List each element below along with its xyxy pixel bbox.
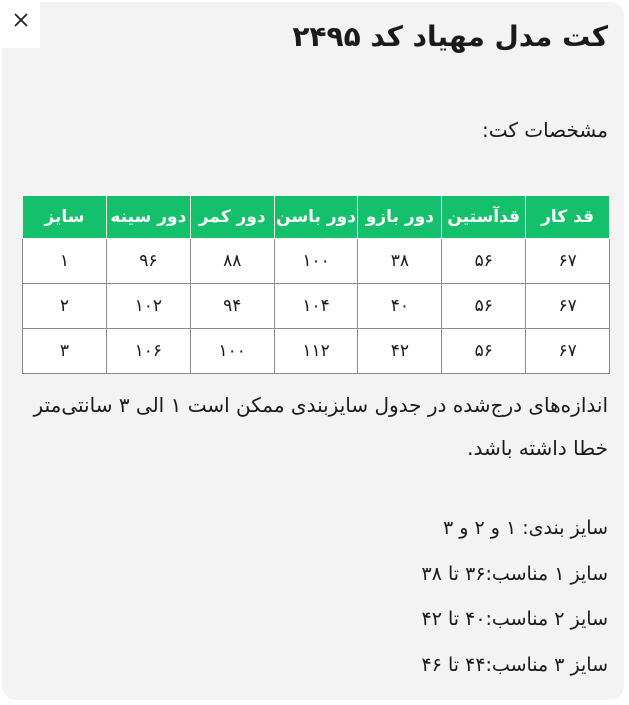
table-cell: ۴۲ xyxy=(358,329,442,374)
size-table xyxy=(22,195,610,374)
table-cell: ۹۴ xyxy=(190,284,274,329)
column-header-waist: دور کمر xyxy=(190,196,274,239)
table-cell: ۵۶ xyxy=(442,284,526,329)
table-cell: ۱۰۲ xyxy=(106,284,190,329)
table-cell: ۱۰۴ xyxy=(274,284,358,329)
table-cell: ۱۰۰ xyxy=(190,329,274,374)
table-cell: ۳ xyxy=(23,329,107,374)
table-cell: ۸۸ xyxy=(190,239,274,284)
table-cell: ۶۷ xyxy=(526,284,610,329)
product-title: کت مدل مهیاد کد ۲۴۹۵ xyxy=(292,20,608,53)
table-row xyxy=(23,329,610,374)
close-icon xyxy=(13,12,29,28)
size-specs-list xyxy=(422,506,608,688)
table-cell: ۵۶ xyxy=(442,239,526,284)
table-cell: ۳۸ xyxy=(358,239,442,284)
product-details-dialog xyxy=(2,2,624,700)
table-cell: ۵۶ xyxy=(442,329,526,374)
table-cell: ۱ xyxy=(23,239,107,284)
column-header-hip: دور باسن xyxy=(274,196,358,239)
table-cell: ۹۶ xyxy=(106,239,190,284)
table-row xyxy=(23,239,610,284)
table-cell: ۱۱۲ xyxy=(274,329,358,374)
list-item: سایز ۱ مناسب:۳۶ تا ۳۸ xyxy=(421,562,608,585)
column-header-chest: دور سینه xyxy=(106,196,190,239)
table-cell: ۱۰۰ xyxy=(274,239,358,284)
table-cell: ۲ xyxy=(23,284,107,329)
table-row xyxy=(23,284,610,329)
table-cell: ۶۷ xyxy=(526,239,610,284)
column-header-size: سایز xyxy=(23,196,107,239)
table-cell: ۶۷ xyxy=(526,329,610,374)
close-button[interactable] xyxy=(2,2,40,48)
specs-heading: مشخصات کت: xyxy=(482,118,608,142)
table-cell: ۱۰۶ xyxy=(106,329,190,374)
column-header-length: قد کار xyxy=(526,196,610,239)
list-item: سایز بندی: ۱ و ۲ و ۳ xyxy=(442,517,608,539)
size-tolerance-note: اندازه‌های درج‌شده در جدول سایزبندی ممکن است ۱ الی ۳ سانتی‌متر خطا داشته باشد. xyxy=(33,393,608,460)
table-header-row xyxy=(23,196,610,239)
column-header-sleeve: قدآستین xyxy=(442,196,526,239)
table-cell: ۴۰ xyxy=(358,284,442,329)
list-item: سایز ۳ مناسب:۴۴ تا ۴۶ xyxy=(421,653,608,676)
column-header-arm: دور بازو xyxy=(358,196,442,239)
list-item: سایز ۲ مناسب:۴۰ تا ۴۲ xyxy=(421,608,608,630)
